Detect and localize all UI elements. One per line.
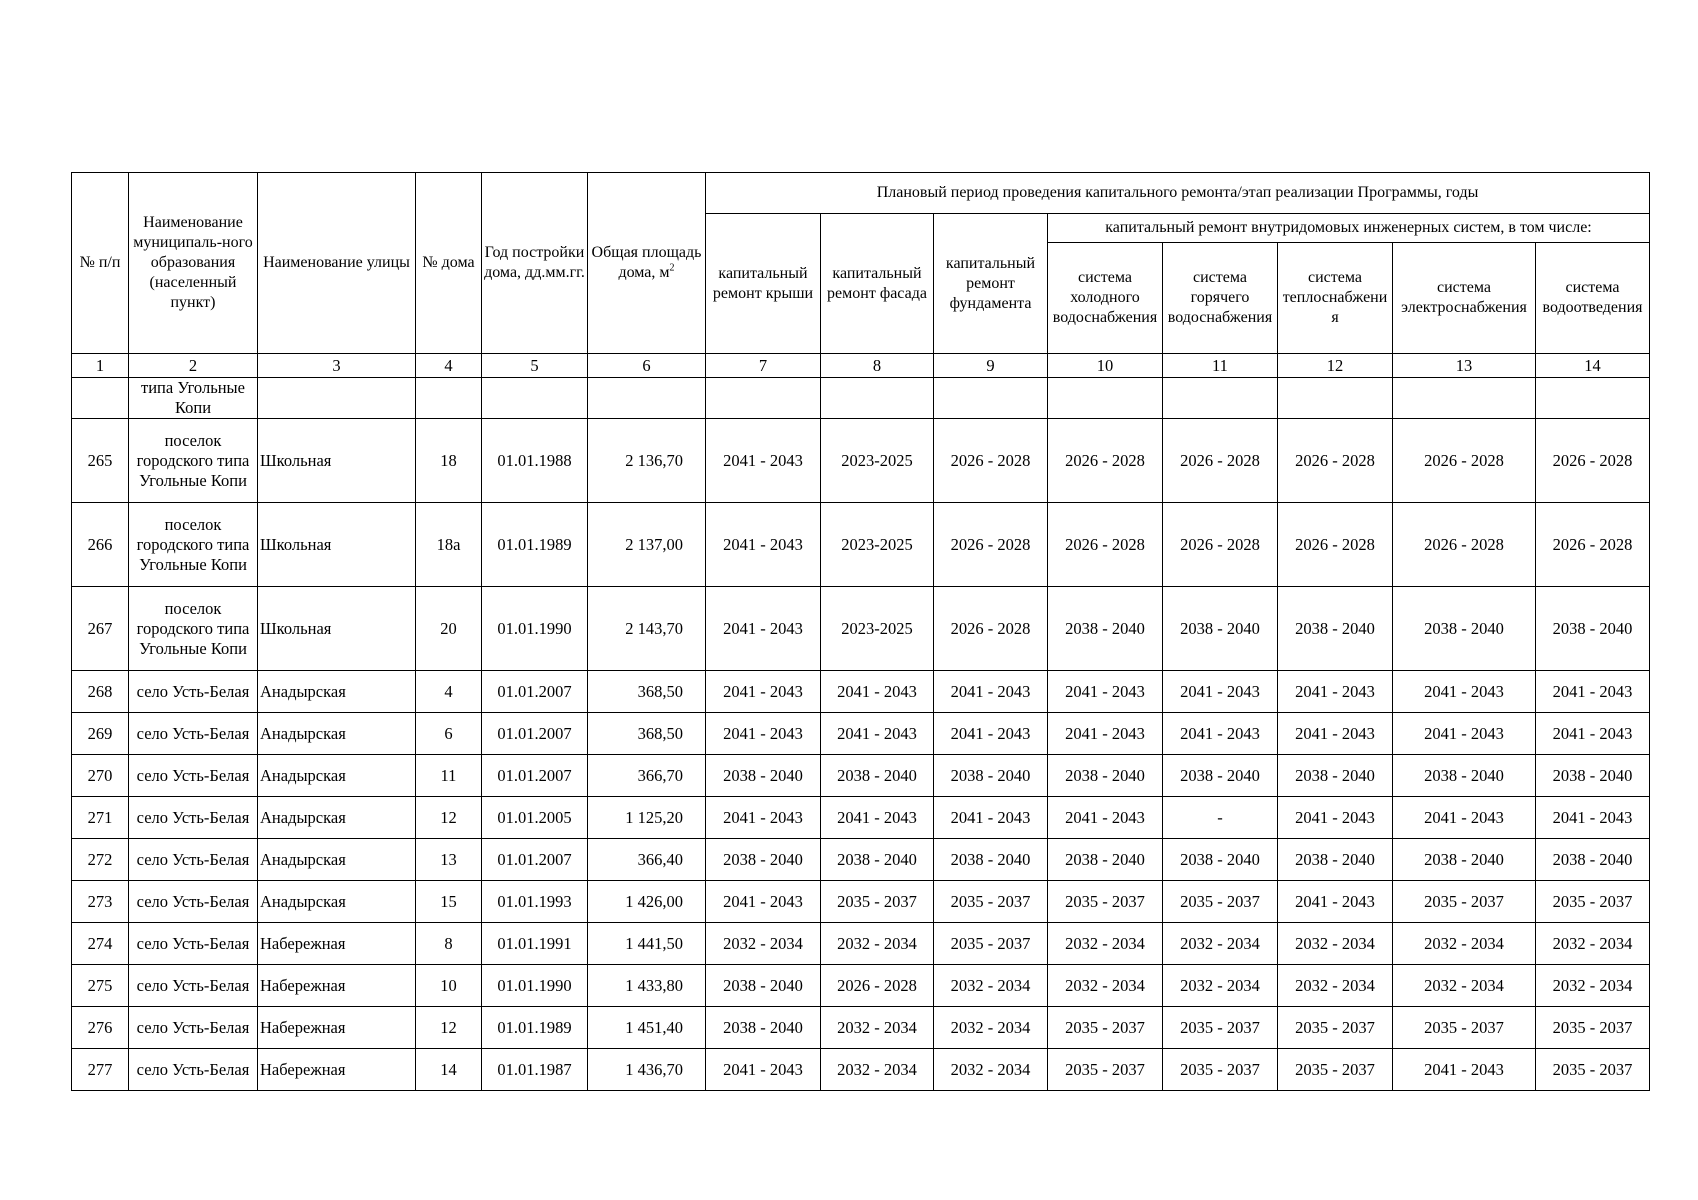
cell-empty <box>482 378 588 419</box>
cell-num: 275 <box>72 965 129 1007</box>
cell-municipality: село Усть-Белая <box>129 1049 258 1091</box>
cell-street: Набережная <box>258 923 416 965</box>
cell-drainage: 2035 - 2037 <box>1536 1049 1650 1091</box>
cell-electricity: 2032 - 2034 <box>1393 965 1536 1007</box>
col-num: 6 <box>588 354 706 378</box>
cell-year: 01.01.1993 <box>482 881 588 923</box>
cell-empty <box>706 378 821 419</box>
cell-hot-water: 2038 - 2040 <box>1163 755 1278 797</box>
cell-num: 269 <box>72 713 129 755</box>
header-foundation: капитальный ремонт фундамента <box>934 214 1048 354</box>
col-num: 12 <box>1278 354 1393 378</box>
cell-empty <box>1536 378 1650 419</box>
cell-facade: 2023-2025 <box>821 587 934 671</box>
header-roof: капитальный ремонт крыши <box>706 214 821 354</box>
cell-num: 274 <box>72 923 129 965</box>
cell-electricity: 2041 - 2043 <box>1393 797 1536 839</box>
cell-facade: 2038 - 2040 <box>821 755 934 797</box>
cell-electricity: 2038 - 2040 <box>1393 839 1536 881</box>
cell-drainage: 2032 - 2034 <box>1536 965 1650 1007</box>
cell-num: 272 <box>72 839 129 881</box>
cell-street: Набережная <box>258 1049 416 1091</box>
cell-empty <box>1393 378 1536 419</box>
cell-municipality: село Усть-Белая <box>129 839 258 881</box>
col-num: 10 <box>1048 354 1163 378</box>
col-num: 2 <box>129 354 258 378</box>
cell-heating: 2026 - 2028 <box>1278 503 1393 587</box>
cell-municipality: поселок городского типа Угольные Копи <box>129 587 258 671</box>
cell-area: 1 125,20 <box>588 797 706 839</box>
cell-drainage: 2035 - 2037 <box>1536 881 1650 923</box>
cell-facade: 2032 - 2034 <box>821 923 934 965</box>
cell-foundation: 2032 - 2034 <box>934 1049 1048 1091</box>
cell-electricity: 2038 - 2040 <box>1393 587 1536 671</box>
cell-year: 01.01.1990 <box>482 965 588 1007</box>
cell-municipality: село Усть-Белая <box>129 965 258 1007</box>
cell-num: 273 <box>72 881 129 923</box>
cell-num: 265 <box>72 419 129 503</box>
cell-drainage: 2041 - 2043 <box>1536 713 1650 755</box>
cell-cold-water: 2038 - 2040 <box>1048 839 1163 881</box>
cell-hot-water: 2032 - 2034 <box>1163 923 1278 965</box>
cell-cold-water: 2032 - 2034 <box>1048 923 1163 965</box>
cell-roof: 2041 - 2043 <box>706 671 821 713</box>
cell-area: 366,40 <box>588 839 706 881</box>
cell-hot-water: 2026 - 2028 <box>1163 419 1278 503</box>
table-row <box>72 419 1650 503</box>
cell-municipality: село Усть-Белая <box>129 755 258 797</box>
cell-drainage: 2038 - 2040 <box>1536 755 1650 797</box>
cell-street: Анадырская <box>258 713 416 755</box>
header-engineering: капитальный ремонт внутридомовых инженерных систем, в том числе: <box>1048 214 1650 243</box>
table-row <box>72 1049 1650 1091</box>
cell-roof: 2041 - 2043 <box>706 881 821 923</box>
cell-num: 270 <box>72 755 129 797</box>
col-num: 14 <box>1536 354 1650 378</box>
cell-roof: 2041 - 2043 <box>706 797 821 839</box>
cell-hot-water: 2041 - 2043 <box>1163 713 1278 755</box>
header-municipality: Наименование муниципаль-ного образования (населенный пункт) <box>129 173 258 354</box>
cell-cold-water: 2035 - 2037 <box>1048 881 1163 923</box>
cell-year: 01.01.2007 <box>482 713 588 755</box>
header-hot-water: система горячего водоснабжения <box>1163 243 1278 354</box>
header-cold-water: система холодного водоснабжения <box>1048 243 1163 354</box>
cell-area: 368,50 <box>588 713 706 755</box>
cell-foundation: 2035 - 2037 <box>934 923 1048 965</box>
cell-cold-water: 2041 - 2043 <box>1048 671 1163 713</box>
cell-foundation: 2041 - 2043 <box>934 671 1048 713</box>
cell-municipality: село Усть-Белая <box>129 881 258 923</box>
cell-heating: 2026 - 2028 <box>1278 419 1393 503</box>
cell-year: 01.01.1990 <box>482 587 588 671</box>
cell-cold-water: 2026 - 2028 <box>1048 503 1163 587</box>
table-row <box>72 755 1650 797</box>
cell-electricity: 2038 - 2040 <box>1393 755 1536 797</box>
cell-street: Анадырская <box>258 671 416 713</box>
cell-drainage: 2041 - 2043 <box>1536 797 1650 839</box>
cell-drainage: 2038 - 2040 <box>1536 839 1650 881</box>
cell-year: 01.01.1987 <box>482 1049 588 1091</box>
cell-heating: 2032 - 2034 <box>1278 965 1393 1007</box>
cell-facade: 2041 - 2043 <box>821 713 934 755</box>
col-num: 11 <box>1163 354 1278 378</box>
col-num: 1 <box>72 354 129 378</box>
cell-heating: 2035 - 2037 <box>1278 1007 1393 1049</box>
cell-empty <box>821 378 934 419</box>
cell-foundation: 2038 - 2040 <box>934 839 1048 881</box>
table-row <box>72 881 1650 923</box>
cell-hot-water: 2026 - 2028 <box>1163 503 1278 587</box>
cell-area: 1 426,00 <box>588 881 706 923</box>
cell-foundation: 2032 - 2034 <box>934 965 1048 1007</box>
table-row <box>72 923 1650 965</box>
cell-facade: 2023-2025 <box>821 419 934 503</box>
cell-street: Школьная <box>258 503 416 587</box>
cell-cold-water: 2041 - 2043 <box>1048 713 1163 755</box>
cell-hot-water: 2035 - 2037 <box>1163 1049 1278 1091</box>
cell-cold-water: 2041 - 2043 <box>1048 797 1163 839</box>
cell-foundation: 2026 - 2028 <box>934 419 1048 503</box>
col-num: 13 <box>1393 354 1536 378</box>
cell-area: 2 136,70 <box>588 419 706 503</box>
cell-foundation: 2026 - 2028 <box>934 587 1048 671</box>
cell-area: 368,50 <box>588 671 706 713</box>
cell-foundation: 2041 - 2043 <box>934 797 1048 839</box>
cell-heating: 2038 - 2040 <box>1278 755 1393 797</box>
cell-foundation: 2038 - 2040 <box>934 755 1048 797</box>
cell-municipality: село Усть-Белая <box>129 797 258 839</box>
table-row <box>72 503 1650 587</box>
cell-year: 01.01.2005 <box>482 797 588 839</box>
table-row <box>72 797 1650 839</box>
table-row <box>72 1007 1650 1049</box>
cell-drainage: 2038 - 2040 <box>1536 587 1650 671</box>
cell-electricity: 2032 - 2034 <box>1393 923 1536 965</box>
cell-area: 1 433,80 <box>588 965 706 1007</box>
cell-cold-water: 2032 - 2034 <box>1048 965 1163 1007</box>
cell-street: Анадырская <box>258 839 416 881</box>
cell-cold-water: 2026 - 2028 <box>1048 419 1163 503</box>
cell-municipality: село Усть-Белая <box>129 713 258 755</box>
cell-area: 1 451,40 <box>588 1007 706 1049</box>
cell-year: 01.01.2007 <box>482 755 588 797</box>
col-num: 8 <box>821 354 934 378</box>
cell-empty <box>258 378 416 419</box>
cell-roof: 2041 - 2043 <box>706 587 821 671</box>
cell-heating: 2032 - 2034 <box>1278 923 1393 965</box>
cell-num: 271 <box>72 797 129 839</box>
cell-heating: 2041 - 2043 <box>1278 797 1393 839</box>
cell-house: 11 <box>416 755 482 797</box>
cell-roof: 2041 - 2043 <box>706 1049 821 1091</box>
column-numbers-row <box>72 354 1650 378</box>
table-row <box>72 713 1650 755</box>
cell-empty <box>588 378 706 419</box>
header-heating: система теплоснабжения <box>1278 243 1393 354</box>
cell-house: 4 <box>416 671 482 713</box>
cell-municipality: село Усть-Белая <box>129 671 258 713</box>
cell-street: Анадырская <box>258 755 416 797</box>
cell-hot-water: - <box>1163 797 1278 839</box>
cell-area: 1 436,70 <box>588 1049 706 1091</box>
cell-roof: 2041 - 2043 <box>706 503 821 587</box>
cell-street: Школьная <box>258 587 416 671</box>
cell-empty <box>416 378 482 419</box>
cell-electricity: 2041 - 2043 <box>1393 713 1536 755</box>
cell-num: 277 <box>72 1049 129 1091</box>
cell-hot-water: 2038 - 2040 <box>1163 839 1278 881</box>
cell-house: 13 <box>416 839 482 881</box>
cell-num: 267 <box>72 587 129 671</box>
cell-street: Анадырская <box>258 881 416 923</box>
cell-year: 01.01.1988 <box>482 419 588 503</box>
cell-facade: 2041 - 2043 <box>821 671 934 713</box>
cell-drainage: 2041 - 2043 <box>1536 671 1650 713</box>
cell-empty <box>1048 378 1163 419</box>
table-row <box>72 587 1650 671</box>
cell-municipality: поселок городского типа Угольные Копи <box>129 503 258 587</box>
cell-hot-water: 2041 - 2043 <box>1163 671 1278 713</box>
header-facade: капитальный ремонт фасада <box>821 214 934 354</box>
cell-drainage: 2032 - 2034 <box>1536 923 1650 965</box>
table-row <box>72 671 1650 713</box>
cell-electricity: 2026 - 2028 <box>1393 419 1536 503</box>
cell-street: Школьная <box>258 419 416 503</box>
cell-house: 6 <box>416 713 482 755</box>
cell-drainage: 2026 - 2028 <box>1536 503 1650 587</box>
cell-hot-water: 2035 - 2037 <box>1163 1007 1278 1049</box>
table-body <box>72 378 1650 1091</box>
cell-roof: 2038 - 2040 <box>706 755 821 797</box>
header-area <box>588 173 706 354</box>
cell-year: 01.01.1991 <box>482 923 588 965</box>
cell-year: 01.01.2007 <box>482 671 588 713</box>
col-num: 9 <box>934 354 1048 378</box>
cell-hot-water: 2038 - 2040 <box>1163 587 1278 671</box>
col-num: 3 <box>258 354 416 378</box>
cell-area: 2 143,70 <box>588 587 706 671</box>
header-house: № дома <box>416 173 482 354</box>
cell-foundation: 2032 - 2034 <box>934 1007 1048 1049</box>
col-num: 4 <box>416 354 482 378</box>
cell-empty <box>72 378 129 419</box>
cell-house: 8 <box>416 923 482 965</box>
cell-electricity: 2026 - 2028 <box>1393 503 1536 587</box>
cell-house: 12 <box>416 1007 482 1049</box>
cell-area: 1 441,50 <box>588 923 706 965</box>
cell-roof: 2032 - 2034 <box>706 923 821 965</box>
cell-foundation: 2035 - 2037 <box>934 881 1048 923</box>
cell-area: 2 137,00 <box>588 503 706 587</box>
cell-num: 276 <box>72 1007 129 1049</box>
capital-repair-table <box>71 172 1650 1091</box>
cell-empty <box>1163 378 1278 419</box>
cell-electricity: 2035 - 2037 <box>1393 881 1536 923</box>
header-street: Наименование улицы <box>258 173 416 354</box>
cell-municipality: поселок городского типа Угольные Копи <box>129 419 258 503</box>
cell-empty <box>934 378 1048 419</box>
cell-heating: 2041 - 2043 <box>1278 881 1393 923</box>
table-row <box>72 839 1650 881</box>
cell-facade: 2032 - 2034 <box>821 1049 934 1091</box>
cell-drainage: 2026 - 2028 <box>1536 419 1650 503</box>
cell-facade: 2032 - 2034 <box>821 1007 934 1049</box>
header-year: Год постройки дома, дд.мм.гг. <box>482 173 588 354</box>
cell-electricity: 2041 - 2043 <box>1393 671 1536 713</box>
cell-cold-water: 2038 - 2040 <box>1048 755 1163 797</box>
header-num: № п/п <box>72 173 129 354</box>
cell-hot-water: 2032 - 2034 <box>1163 965 1278 1007</box>
continuation-row <box>72 378 1650 419</box>
cell-hot-water: 2035 - 2037 <box>1163 881 1278 923</box>
cell-cold-water: 2035 - 2037 <box>1048 1049 1163 1091</box>
cell-house: 10 <box>416 965 482 1007</box>
cell-house: 15 <box>416 881 482 923</box>
cell-house: 18а <box>416 503 482 587</box>
cell-facade: 2038 - 2040 <box>821 839 934 881</box>
cell-facade: 2026 - 2028 <box>821 965 934 1007</box>
cell-heating: 2041 - 2043 <box>1278 713 1393 755</box>
cell-cold-water: 2038 - 2040 <box>1048 587 1163 671</box>
cell-municipality: село Усть-Белая <box>129 1007 258 1049</box>
cell-num: 266 <box>72 503 129 587</box>
cell-facade: 2041 - 2043 <box>821 797 934 839</box>
cell-municipality: село Усть-Белая <box>129 923 258 965</box>
cell-electricity: 2035 - 2037 <box>1393 1007 1536 1049</box>
cell-roof: 2041 - 2043 <box>706 713 821 755</box>
cell-foundation: 2041 - 2043 <box>934 713 1048 755</box>
cell-roof: 2038 - 2040 <box>706 839 821 881</box>
header-electricity: система электроснабжения <box>1393 243 1536 354</box>
cell-facade: 2023-2025 <box>821 503 934 587</box>
cell-street: Анадырская <box>258 797 416 839</box>
header-area-sup: 2 <box>669 262 675 274</box>
col-num: 5 <box>482 354 588 378</box>
cell-street: Набережная <box>258 1007 416 1049</box>
cell-heating: 2035 - 2037 <box>1278 1049 1393 1091</box>
header-drainage: система водоотведения <box>1536 243 1650 354</box>
cell-facade: 2035 - 2037 <box>821 881 934 923</box>
cell-roof: 2038 - 2040 <box>706 1007 821 1049</box>
cell-roof: 2041 - 2043 <box>706 419 821 503</box>
cell-street: Набережная <box>258 965 416 1007</box>
cell-year: 01.01.1989 <box>482 503 588 587</box>
cell-house: 20 <box>416 587 482 671</box>
cell-empty <box>1278 378 1393 419</box>
cell-num: 268 <box>72 671 129 713</box>
cell-electricity: 2041 - 2043 <box>1393 1049 1536 1091</box>
cell-house: 12 <box>416 797 482 839</box>
col-num: 7 <box>706 354 821 378</box>
cell-heating: 2038 - 2040 <box>1278 587 1393 671</box>
cell-heating: 2038 - 2040 <box>1278 839 1393 881</box>
cell-roof: 2038 - 2040 <box>706 965 821 1007</box>
table-row <box>72 965 1650 1007</box>
cell-cold-water: 2035 - 2037 <box>1048 1007 1163 1049</box>
cell-area: 366,70 <box>588 755 706 797</box>
cell-drainage: 2035 - 2037 <box>1536 1007 1650 1049</box>
header-planned-period: Плановый период проведения капитального ремонта/этап реализации Программы, годы <box>706 173 1650 214</box>
cell-year: 01.01.1989 <box>482 1007 588 1049</box>
cell-municipality: типа Угольные Копи <box>129 378 258 419</box>
cell-house: 14 <box>416 1049 482 1091</box>
header-area-text: Общая площадь дома, м <box>591 244 702 281</box>
cell-foundation: 2026 - 2028 <box>934 503 1048 587</box>
cell-house: 18 <box>416 419 482 503</box>
cell-heating: 2041 - 2043 <box>1278 671 1393 713</box>
cell-year: 01.01.2007 <box>482 839 588 881</box>
